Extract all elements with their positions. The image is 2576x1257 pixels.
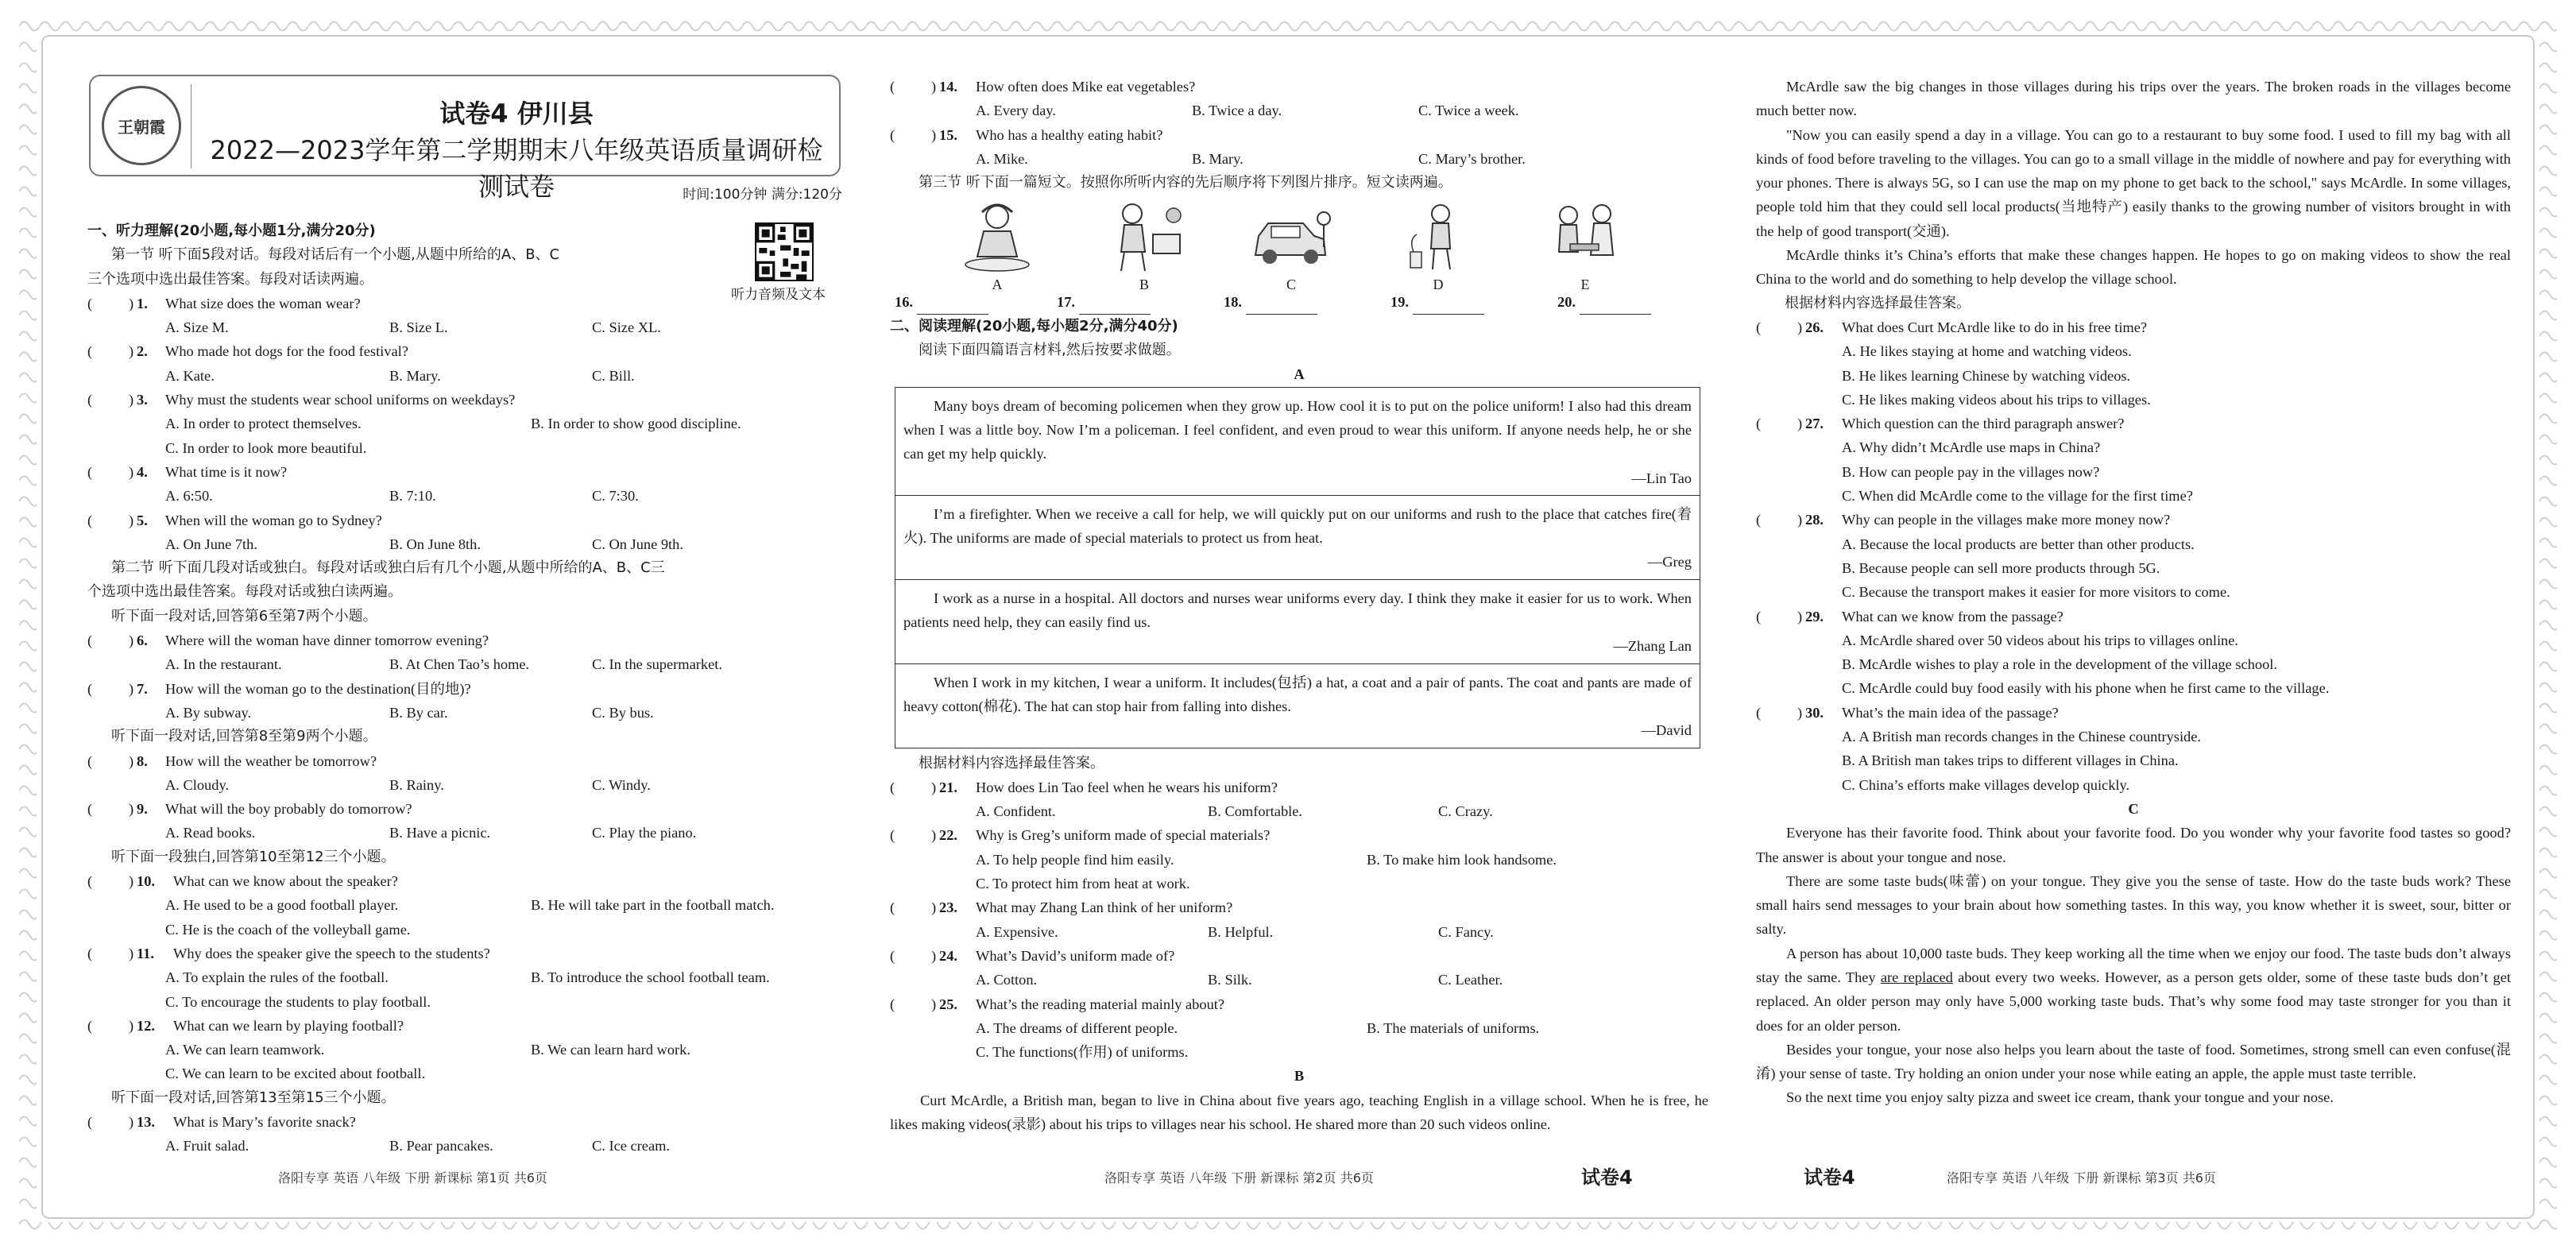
reading-intro: 阅读下面四篇语言材料,然后按要求做题。	[919, 342, 1181, 359]
option-c[interactable]: C. In order to look more beautiful.	[165, 439, 367, 456]
options-8	[87, 773, 842, 797]
option-b[interactable]: B. At Chen Tao’s home.	[389, 656, 530, 673]
option-a[interactable]: A. Because the local products are better than other products.	[1842, 536, 2195, 552]
option-b[interactable]: B. Have a picnic.	[389, 825, 491, 841]
intro-8-9: 听下面一段对话,回答第8至第9两个小题。	[111, 728, 377, 745]
listening-heading: 一、听力理解(20小题,每小题1分,满分20分)	[87, 222, 376, 239]
section2-instruction: 第二节 听下面几段对话或独白。每段对话或独白后有几个小题,从题中所给的A、B、C三	[111, 559, 665, 577]
picture-b-washing-icon	[1100, 199, 1188, 276]
option-a[interactable]: A. Expensive.	[976, 923, 1058, 940]
option-b[interactable]: B. To introduce the school football team.	[531, 969, 770, 986]
section2-instruction-2: 个选项中选出最佳答案。每段对话或独白读两遍。	[87, 583, 402, 601]
options-14	[890, 99, 1708, 122]
passage-b-paragraph-3: "Now you can easily spend a day in a village. You can go to a restaurant to buy some food. I used to fill my bag with all kinds of food before traveling to the villages. You can go to a small village in the middle of nowhere and pay for everything with your phones. There is always 5G, so I can use the map on my phone to get back to the school," says McArdle. In some villages, people told him that they could sell local products(当地特产) easily thanks to the growing number of visitors brought in with the help of good transport(交通).	[1756, 126, 2511, 239]
options-21	[890, 799, 1708, 823]
picture-row	[890, 195, 1708, 293]
options-2	[87, 364, 842, 388]
qr-caption: 听力音频及文本	[731, 287, 826, 303]
option-c[interactable]: C. Mary’s brother.	[1418, 150, 1526, 167]
option-c[interactable]: C. China’s efforts make villages develop quickly.	[1842, 776, 2130, 793]
option-c[interactable]: C. Twice a week.	[1418, 102, 1519, 119]
question-8: ( ) 8. How will the weather be tomorrow?	[87, 752, 377, 769]
passage-a-box	[895, 387, 1700, 748]
options-11c	[87, 990, 842, 1014]
blank-17-label: 17.	[1057, 294, 1075, 311]
option-a[interactable]: A. Read books.	[165, 825, 256, 841]
option-a[interactable]: A. Every day.	[976, 102, 1056, 119]
option-c[interactable]: C. Ice cream.	[592, 1138, 671, 1155]
underlined-phrase: are replaced	[1880, 969, 1953, 985]
option-b[interactable]: B. Twice a day.	[1192, 102, 1282, 119]
footer-juan-right: 试卷4	[1804, 1166, 1855, 1189]
options-9	[87, 821, 842, 845]
options-15	[890, 147, 1708, 171]
option-30b	[1756, 748, 2511, 772]
option-29b	[1756, 652, 2511, 676]
passage-a-item	[895, 580, 1700, 664]
logo-text: 王朝霞	[118, 117, 165, 137]
question-23: ( ) 23. What may Zhang Lan think of her uniform?	[890, 899, 1233, 916]
passage-a-item	[895, 388, 1700, 496]
question-12: ( ) 12. What can we learn by playing football?	[87, 1017, 404, 1034]
publisher-logo	[102, 86, 181, 165]
footer-page-3: 洛阳专享 英语 八年级 下册 新课标 第3页 共6页	[1947, 1170, 2216, 1185]
question-15: ( ) 15. Who has a healthy eating habit?	[890, 126, 1163, 143]
option-a[interactable]: A. Fruit salad.	[165, 1138, 249, 1155]
options-22c	[890, 872, 1708, 895]
question-7: ( ) 7. How will the woman go to the destination(目的地)?	[87, 680, 471, 697]
blank-16[interactable]	[917, 298, 988, 315]
option-c[interactable]: C. When did McArdle come to the village for the first time?	[1842, 488, 2193, 505]
passage-a-text-3: I work as a nurse in a hospital. All doctors and nurses wear uniforms every day. I think they make it easier for us to work. When patients need help, they can easily find us.	[903, 590, 1692, 631]
column-2	[890, 75, 1708, 1192]
option-a[interactable]: A. On June 7th.	[165, 536, 257, 552]
options-25	[890, 1016, 1708, 1040]
option-c[interactable]: C. In the supermarket.	[592, 656, 722, 673]
option-c[interactable]: C. He is the coach of the volleyball game.	[165, 921, 411, 938]
option-30a	[1756, 725, 2511, 748]
option-b[interactable]: B. In order to show good discipline.	[531, 416, 741, 432]
intro-13-15: 听下面一段对话,回答第13至第15三个小题。	[111, 1089, 396, 1106]
option-a[interactable]: A. To help people find him easily.	[976, 851, 1174, 868]
option-28a	[1756, 532, 2511, 556]
blank-19-label: 19.	[1390, 294, 1409, 311]
picture-label-d: D	[1433, 277, 1444, 293]
options-7	[87, 701, 842, 725]
options-13	[87, 1134, 842, 1158]
blank-19[interactable]	[1413, 298, 1484, 315]
passage-c-paragraph-1: Everyone has their favorite food. Think about your favorite food. Do you wonder why your favorite food tastes so good? The answer is about your tongue and nose.	[1756, 825, 2511, 865]
question-26: ( ) 26. What does Curt McArdle like to do in his free time?	[1756, 319, 2148, 335]
option-a[interactable]: A. The dreams of different people.	[976, 1019, 1178, 1036]
option-b[interactable]: B. 7:10.	[389, 488, 436, 505]
option-c[interactable]: C. Play the piano.	[592, 825, 697, 841]
question-4: ( ) 4. What time is it now?	[87, 463, 288, 480]
intro-6-7: 听下面一段对话,回答第6至第7两个小题。	[111, 607, 377, 625]
passage-a-author-4: —David	[1641, 722, 1692, 739]
option-a[interactable]: A. By subway.	[165, 704, 252, 721]
options-3c	[87, 436, 842, 460]
footer-page-1: 洛阳专享 英语 八年级 下册 新课标 第1页 共6页	[278, 1170, 547, 1185]
options-6	[87, 652, 842, 676]
question-21: ( ) 21. How does Lin Tao feel when he wears his uniform?	[890, 779, 1278, 795]
passage-b-title: B	[1294, 1068, 1305, 1085]
question-27: ( ) 27. Which question can the third paragraph answer?	[1756, 416, 2125, 432]
option-b[interactable]: B. We can learn hard work.	[531, 1042, 690, 1058]
passage-a-text-2: I’m a firefighter. When we receive a call for help, we will quickly put on our uniforms and rush to the place that catches fire(着火). The uniforms are made of special materials to protect us from heat.	[903, 505, 1692, 547]
passage-b-paragraph-2: McArdle saw the big changes in those villages during his trips over the years. The broken roads in the villages become much better now.	[1756, 79, 2511, 119]
passage-c-paragraph-4: Besides your tongue, your nose also helps you learn about the taste of food. Sometimes, strong smell can even confuse(混淆) your sense of taste. Try holding an onion under your nose while eating an apple, the apple must taste terrible.	[1756, 1041, 2511, 1082]
blank-18-label: 18.	[1224, 294, 1242, 311]
option-c[interactable]: C. Size XL.	[592, 319, 661, 336]
option-c[interactable]: C. Fancy.	[1438, 923, 1494, 940]
column-1	[87, 219, 842, 1192]
question-28: ( ) 28. Why can people in the villages make more money now?	[1756, 512, 2171, 528]
picture-e-cooking-icon	[1541, 199, 1629, 276]
option-26a	[1756, 339, 2511, 363]
option-c[interactable]: C. By bus.	[592, 704, 654, 721]
exam-title: 试卷4 伊川县	[439, 99, 594, 129]
blank-18[interactable]	[1246, 298, 1317, 315]
options-22	[890, 848, 1708, 872]
picture-label-c: C	[1286, 277, 1296, 293]
options-3	[87, 412, 842, 435]
question-25: ( ) 25. What’s the reading material mainly about?	[890, 996, 1225, 1012]
blank-20[interactable]	[1580, 298, 1651, 315]
option-28c	[1756, 580, 2511, 604]
reading-heading: 二、阅读理解(20小题,每小题2分,满分40分)	[890, 317, 1178, 335]
passage-c-p3-part1: A person has about 10,000 taste buds. They keep working all the time when we enjoy our food. The taste buds don’t always stay the same. They	[1756, 945, 2511, 985]
question-11: ( ) 11. Why does the speaker give the speech to the students?	[87, 945, 490, 961]
options-24	[890, 968, 1708, 992]
option-a[interactable]: A. A British man records changes in the Chinese countryside.	[1842, 729, 2202, 745]
option-27c	[1756, 484, 2511, 508]
question-5: ( ) 5. When will the woman go to Sydney?	[87, 512, 382, 528]
option-a[interactable]: A. In order to protect themselves.	[165, 416, 362, 432]
picture-a-cleaning-icon	[953, 199, 1041, 276]
option-b[interactable]: B. A British man takes trips to different villages in China.	[1842, 752, 2179, 769]
option-b[interactable]: B. The materials of uniforms.	[1367, 1019, 1540, 1036]
options-1	[87, 315, 842, 339]
question-14: ( ) 14. How often does Mike eat vegetables?	[890, 79, 1196, 95]
question-29: ( ) 29. What can we know from the passage?	[1756, 608, 2064, 625]
option-a[interactable]: A. Mike.	[976, 150, 1028, 167]
option-c[interactable]: C. On June 9th.	[592, 536, 683, 552]
option-a[interactable]: A. Confident.	[976, 803, 1056, 820]
option-b[interactable]: B. To make him look handsome.	[1367, 851, 1557, 868]
footer-juan-mid: 试卷4	[1581, 1166, 1633, 1189]
answer-blanks	[890, 290, 1708, 314]
question-30: ( ) 30. What’s the main idea of the passage?	[1756, 704, 2059, 721]
question-2: ( ) 2. Who made hot dogs for the food festival?	[87, 343, 408, 360]
option-c[interactable]: C. Crazy.	[1438, 803, 1493, 820]
section3-instruction: 第三节 听下面一篇短文。按照你所听内容的先后顺序将下列图片排序。短文读两遍。	[919, 174, 1452, 191]
option-a[interactable]: A. Why didn’t McArdle use maps in China?	[1842, 439, 2101, 456]
picture-label-a: A	[992, 277, 1003, 293]
choose-prompt-b: 根据材料内容选择最佳答案。	[1785, 294, 1971, 311]
option-c[interactable]: C. Because the transport makes it easier for more visitors to come.	[1842, 584, 2230, 601]
passage-b-paragraph-4: McArdle thinks it’s China’s efforts that make these changes happen. He hopes to go on making videos to show the real China to the world and do something to help develop the village school.	[1756, 247, 2511, 288]
option-a[interactable]: A. He used to be a good football player.	[165, 897, 399, 914]
options-12c	[87, 1062, 842, 1085]
option-b[interactable]: B. On June 8th.	[389, 536, 481, 552]
picture-c-car-icon	[1247, 199, 1335, 276]
option-c[interactable]: C. Leather.	[1438, 972, 1503, 988]
option-26b	[1756, 364, 2511, 388]
passage-b-paragraph-1: Curt McArdle, a British man, began to live in China about five years ago, teaching English in a village school. When he is free, he likes making videos(录影) about his trips to villages near his school. He shared more than 20 such videos online.	[890, 1092, 1708, 1132]
choose-prompt-a: 根据材料内容选择最佳答案。	[919, 754, 1104, 772]
question-9: ( ) 9. What will the boy probably do tomorrow?	[87, 801, 412, 818]
picture-label-b: B	[1139, 277, 1149, 293]
option-29c	[1756, 676, 2511, 700]
option-b[interactable]: B. Mary.	[1192, 150, 1244, 167]
passage-a-item	[895, 664, 1700, 748]
question-6: ( ) 6. Where will the woman have dinner tomorrow evening?	[87, 632, 489, 649]
options-23	[890, 920, 1708, 944]
option-a[interactable]: A. Cotton.	[976, 972, 1038, 988]
option-c[interactable]: C. Bill.	[592, 367, 635, 384]
passage-a-text-1: Many boys dream of becoming policemen when they grow up. How cool it is to put on the police uniform! I also had this dream when I was a little boy. Now I’m a policeman. I feel confident, and even proud to wear this uniform. If anyone needs help, he or she can get my help quickly.	[903, 397, 1692, 462]
option-27a	[1756, 435, 2511, 459]
option-c[interactable]: C. Windy.	[592, 776, 651, 793]
passage-a-title: A	[1294, 366, 1305, 383]
options-25c	[890, 1040, 1708, 1064]
option-b[interactable]: B. He will take part in the football match.	[531, 897, 775, 914]
blank-20-label: 20.	[1557, 294, 1576, 311]
passage-a-author-2: —Greg	[1647, 554, 1692, 570]
option-29a	[1756, 628, 2511, 652]
options-4	[87, 484, 842, 508]
question-10: ( ) 10. What can we know about the speaker?	[87, 873, 398, 890]
column-3	[1756, 75, 2511, 1192]
option-b[interactable]: B. Size L.	[389, 319, 448, 336]
passage-a-item	[895, 496, 1700, 580]
picture-label-e: E	[1580, 277, 1590, 293]
option-b[interactable]: B. Because people can sell more products through 5G.	[1842, 559, 2160, 576]
option-b[interactable]: B. How can people pay in the villages now?	[1842, 463, 2100, 480]
options-11	[87, 965, 842, 989]
option-a[interactable]: A. Size M.	[165, 319, 229, 336]
option-b[interactable]: B. By car.	[389, 704, 448, 721]
option-c[interactable]: C. McArdle could buy food easily with his phone when he first came to the village.	[1842, 680, 2330, 697]
option-b[interactable]: B. Comfortable.	[1208, 803, 1303, 820]
option-26c	[1756, 388, 2511, 412]
option-c[interactable]: C. The functions(作用) of uniforms.	[976, 1044, 1189, 1061]
option-c[interactable]: C. To protect him from heat at work.	[976, 876, 1190, 892]
passage-a-text-4: When I work in my kitchen, I wear a uniform. It includes(包括) a hat, a coat and a pair of pants. The coat and pants are made of heavy cotton(棉花). The hat can stop hair from falling into dishes.	[903, 674, 1692, 714]
question-24: ( ) 24. What’s David’s uniform made of?	[890, 947, 1175, 964]
passage-a-author-3: —Zhang Lan	[1613, 638, 1692, 655]
option-a[interactable]: A. Kate.	[165, 367, 215, 384]
option-b[interactable]: B. Pear pancakes.	[389, 1138, 493, 1155]
option-b[interactable]: B. He likes learning Chinese by watching videos.	[1842, 367, 2131, 384]
option-27b	[1756, 460, 2511, 484]
passage-c-paragraph-3	[1756, 942, 2511, 1038]
blank-17[interactable]	[1079, 298, 1151, 315]
option-28b	[1756, 556, 2511, 580]
options-12	[87, 1038, 842, 1062]
passage-c-paragraph-2: There are some taste buds(味蕾) on your tongue. They give you the sense of taste. How do the taste buds work? These small hairs send messages to your brain about how something tastes. In this way, you know whether it is sweet, sour, bitter or salty.	[1756, 872, 2511, 938]
option-c[interactable]: C. We can learn to be excited about football.	[165, 1066, 426, 1082]
time-info: 时间:100分钟 满分:120分	[683, 187, 842, 203]
option-a[interactable]: A. In the restaurant.	[165, 656, 282, 673]
intro-10-12: 听下面一段独白,回答第10至第12三个小题。	[111, 848, 396, 865]
option-a[interactable]: A. Cloudy.	[165, 776, 230, 793]
option-c[interactable]: C. 7:30.	[592, 488, 639, 505]
option-b[interactable]: B. Rainy.	[389, 776, 444, 793]
section1-instruction-2: 三个选项中选出最佳答案。每段对话读两遍。	[87, 270, 373, 288]
option-b[interactable]: B. Mary.	[389, 367, 441, 384]
passage-a-author-1: —Lin Tao	[1631, 470, 1692, 486]
option-a[interactable]: A. McArdle shared over 50 videos about his trips to villages online.	[1842, 632, 2239, 648]
passage-c-paragraph-5: So the next time you enjoy salty pizza and sweet ice cream, thank your tongue and your nose.	[1786, 1089, 2334, 1106]
options-5	[87, 532, 842, 556]
option-a[interactable]: A. To explain the rules of the football.	[165, 969, 389, 986]
passage-c-p3-part2: about every two weeks. However, as a person gets older, some of these taste buds don’t get replaced. An older person may only have 5,000 working taste buds. That’s why some food may taste stronger for you than it does for an older person.	[1756, 969, 2512, 1034]
options-10	[87, 893, 842, 917]
question-22: ( ) 22. Why is Greg’s uniform made of special materials?	[890, 827, 1271, 844]
option-a[interactable]: A. He likes staying at home and watching videos.	[1842, 343, 2132, 360]
question-3: ( ) 3. Why must the students wear school uniforms on weekdays?	[87, 392, 516, 408]
option-c[interactable]: C. To encourage the students to play football.	[165, 993, 431, 1010]
question-13: ( ) 13. What is Mary’s favorite snack?	[87, 1113, 356, 1130]
option-b[interactable]: B. Helpful.	[1208, 923, 1274, 940]
option-b[interactable]: B. Silk.	[1208, 972, 1252, 988]
question-1: ( ) 1. What size does the woman wear?	[87, 295, 361, 311]
section1-instruction: 第一节 听下面5段对话。每段对话后有一个小题,从题中所给的A、B、C	[111, 246, 560, 264]
passage-c-title: C	[2128, 800, 2139, 817]
options-10c	[87, 918, 842, 942]
footer-page-2: 洛阳专享 英语 八年级 下册 新课标 第2页 共6页	[1104, 1170, 1374, 1185]
option-a[interactable]: A. We can learn teamwork.	[165, 1042, 325, 1058]
option-a[interactable]: A. 6:50.	[165, 488, 213, 505]
option-c[interactable]: C. He likes making videos about his trips to villages.	[1842, 391, 2151, 408]
blank-16-label: 16.	[895, 294, 913, 311]
option-b[interactable]: B. McArdle wishes to play a role in the development of the village school.	[1842, 656, 2278, 673]
picture-d-watering-icon	[1394, 199, 1482, 276]
exam-subtitle: 2022—2023学年第二学期期末八年级英语质量调研检测试卷	[210, 135, 823, 202]
option-30c	[1756, 773, 2511, 797]
